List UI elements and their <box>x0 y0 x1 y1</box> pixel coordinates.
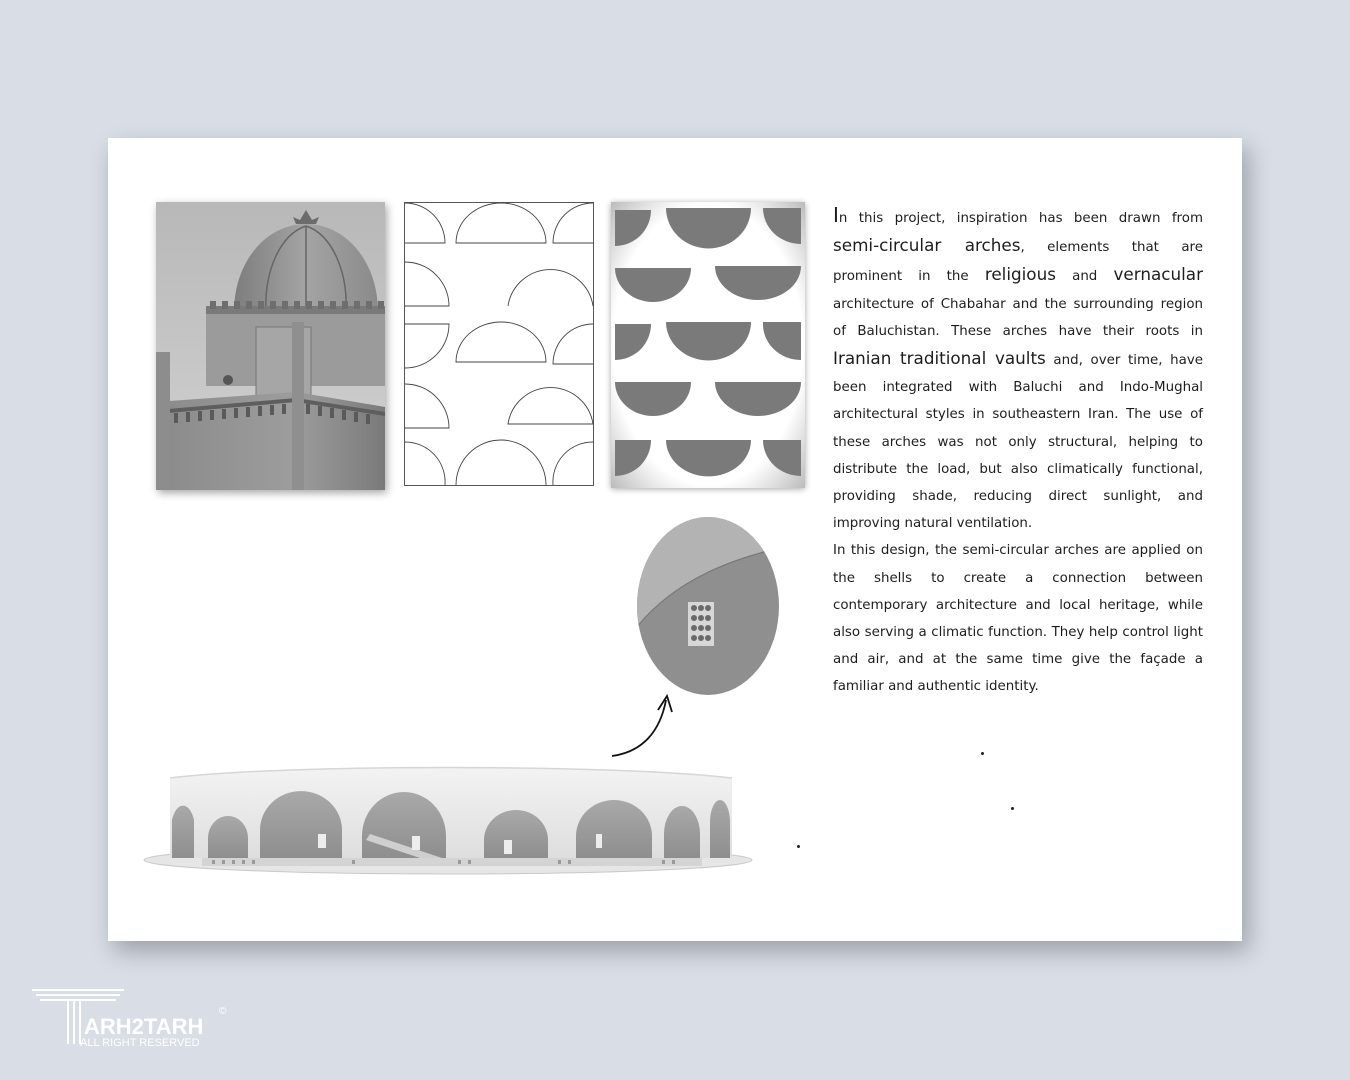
logo-copyright: © <box>219 1006 227 1017</box>
presentation-sheet <box>108 138 1242 941</box>
logo-tagline: ALL RIGHT RESERVED <box>80 1037 200 1049</box>
emphasis-vernacular: vernacular <box>1113 264 1203 285</box>
paragraph-1: In this project, inspiration has been drawn from semi-circular arches, elements that are prominent in the religious and vernacular architecture of Chabahar and the surrounding region of Baluchistan. These arches have their roots in Iranian traditional vaults and, over time, have been integrated with Baluchi and Indo-Mughal architectural styles in southeastern Iran. The use of these arches was not only structural, helping to distribute the load, but also climatically functional, providing shade, reducing direct sunlight, and improving natural ventilation. <box>833 203 1203 532</box>
facade-detail-zoom <box>636 516 780 696</box>
domed-shrine-photo <box>156 202 385 490</box>
logo-name: ARH2TARH <box>84 1014 204 1039</box>
curved-arrow-icon <box>608 690 678 762</box>
description-text <box>833 202 1203 701</box>
decorative-dot <box>1011 807 1014 810</box>
emphasis-iranian-vaults: Iranian traditional vaults <box>833 348 1046 369</box>
emphasis-religious: religious <box>984 264 1056 285</box>
emphasis-semi-circular-arches: semi-circular arches <box>833 235 1021 256</box>
arh2tarh-logo <box>28 984 238 1054</box>
drop-cap: I <box>833 203 839 227</box>
decorative-dot <box>797 845 800 848</box>
circular-arcade-model <box>142 760 754 882</box>
decorative-dot <box>981 752 984 755</box>
semicircular-arch-line-pattern <box>404 202 594 486</box>
paragraph-2: In this design, the semi-circular arches are applied on the shells to create a connection between contemporary architecture and local heritage, while also serving a climatic function. They help control light and air, and at the same time give the façade a familiar and authentic identity. <box>833 543 1203 695</box>
semicircular-arch-shaded-pattern <box>611 202 805 488</box>
